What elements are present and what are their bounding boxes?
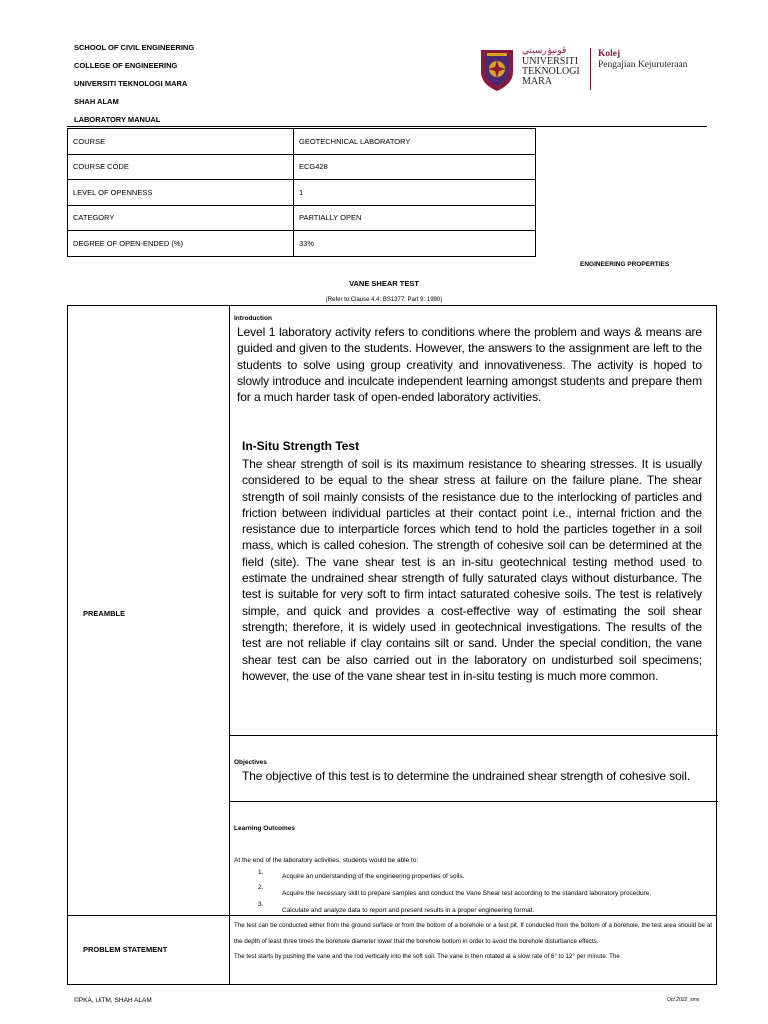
lo-item: Calculate and analyze data to report and present results in a proper engineering format. xyxy=(282,907,535,914)
info-row-degree xyxy=(68,231,536,257)
column-divider xyxy=(229,306,230,984)
logo-name-line2: TEKNOLOGI xyxy=(522,66,580,77)
header-manual: LABORATORY MANUAL xyxy=(74,115,161,124)
info-value: 33% xyxy=(294,231,536,257)
row-divider xyxy=(229,801,718,802)
header-university: UNIVERSITI TEKNOLOGI MARA xyxy=(74,79,188,88)
footer-right: Oct 2022_sms xyxy=(667,997,700,1003)
info-row-category xyxy=(68,205,536,231)
test-title: VANE SHEAR TEST xyxy=(349,279,419,288)
lo-intro: At the end of the laboratory activities, students would be able to: xyxy=(234,857,419,864)
info-label: COURSE xyxy=(68,129,294,155)
info-row-course xyxy=(68,129,536,155)
info-value: 1 xyxy=(294,180,536,206)
info-label: COURSE CODE xyxy=(68,154,294,180)
course-info-table xyxy=(67,128,536,257)
preamble-table xyxy=(67,305,717,985)
intro-heading: Introduction xyxy=(234,315,272,322)
jawi-script: ڤونيۏرسيتي xyxy=(522,46,567,56)
header-school: SCHOOL OF CIVIL ENGINEERING xyxy=(74,43,195,52)
problem-text xyxy=(234,918,712,965)
info-row-openness xyxy=(68,180,536,206)
problem-text-1: The test can be conducted either from the ground surface or from the bottom of a borehole or a test pit. If conducted from the bottom of a borehole, the test area should be at the depth of least three times the borehole diameter lower that the borehole bottom in order to avoid the borehole disturbance effects. xyxy=(234,922,712,945)
problem-label: PROBLEM STATEMENT xyxy=(83,945,168,954)
logo-divider xyxy=(590,48,591,90)
lo-num: 3. xyxy=(258,901,264,908)
lo-item: Acquire the necessary skill to prepare samples and conduct the Vane Shear test according to the standard laboratory procedure. xyxy=(282,890,652,897)
row-divider xyxy=(68,915,716,916)
header-city: SHAH ALAM xyxy=(74,97,119,106)
test-reference: (Refer to Clause 4.4: BS1377: Part 9: 1990) xyxy=(325,297,443,303)
row-divider xyxy=(229,735,718,736)
objectives-heading: Objectives xyxy=(234,759,267,766)
lo-item: Acquire an understanding of the engineering properties of soils. xyxy=(282,873,465,880)
info-value: PARTIALLY OPEN xyxy=(294,205,536,231)
info-value: ECG428 xyxy=(294,154,536,180)
logo-name-line1: UNIVERSITI xyxy=(522,56,579,67)
lo-num: 1. xyxy=(258,869,264,876)
intro-text: Level 1 laboratory activity refers to conditions where the problem and ways & means are guided and given to the students. However, the answers to the assignment are left to the students to solve using group creativity and innovativeness. The activity is hoped to slowly introduce and inculcate independent learning amongst students and prepare them for a much harder task of open-ended laboratory activities. xyxy=(237,325,702,405)
uitm-logo xyxy=(478,46,718,94)
lo-num: 2. xyxy=(258,884,264,891)
uitm-crest-icon xyxy=(478,48,516,92)
kolej-line1: Kolej xyxy=(598,49,621,59)
kolej-line2: Pengajian Kejuruteraan xyxy=(598,60,688,70)
info-value: GEOTECHNICAL LABORATORY xyxy=(294,129,536,155)
info-row-course-code xyxy=(68,154,536,180)
section-tag: ENGINEERING PROPERTIES xyxy=(580,261,670,268)
insitu-heading: In-Situ Strength Test xyxy=(242,439,360,453)
info-label: DEGREE OF OPEN-ENDED (%) xyxy=(68,231,294,257)
info-label: CATEGORY xyxy=(68,205,294,231)
problem-text-2: The test starts by pushing the vane and the rod vertically into the soft soil. The vane is then rotated at a slow rate of 6° to 12° per minute. The xyxy=(234,953,620,960)
logo-name-line3: MARA xyxy=(522,76,553,87)
header-college: COLLEGE OF ENGINEERING xyxy=(74,61,178,70)
lo-heading: Learning Outcomes xyxy=(234,825,296,832)
logo-name xyxy=(522,57,580,87)
preamble-label: PREAMBLE xyxy=(83,609,126,618)
header-rule xyxy=(67,126,707,127)
info-label: LEVEL OF OPENNESS xyxy=(68,180,294,206)
objectives-text: The objective of this test is to determine the undrained shear strength of cohesive soil. xyxy=(242,769,691,783)
footer-left: ©PKA, UiTM, SHAH ALAM xyxy=(74,997,152,1004)
insitu-text: The shear strength of soil is its maximum resistance to shearing stresses. It is usually considered to be equal to the shear stress at failure on the failure plane. The shear strength of soil mainly consists of the resistance due to the interlocking of particles and friction between individual particles at their contact point i.e., internal friction and the resistance due to interparticle forces which tend to hold the particles together in a soil mass, which is called cohesion. The strength of cohesive soil can be determined at the field (site). The vane shear test is an in-situ geotechnical testing method used to estimate the undrained shear strength of fully saturated clays without disturbance. The test is suitable for very soft to firm intact saturated cohesive soils. The test is relatively simple, and quick and provides a cost-effective way of estimating the soil shear strength; therefore, it is widely used in geotechnical investigations. The results of the test are not reliable if clay contains silt or sand. Under the special condition, the vane shear test can be also carried out in the laboratory on undisturbed soil specimens; however, the use of the vane shear test in in-situ testing is much more common. xyxy=(242,457,702,683)
